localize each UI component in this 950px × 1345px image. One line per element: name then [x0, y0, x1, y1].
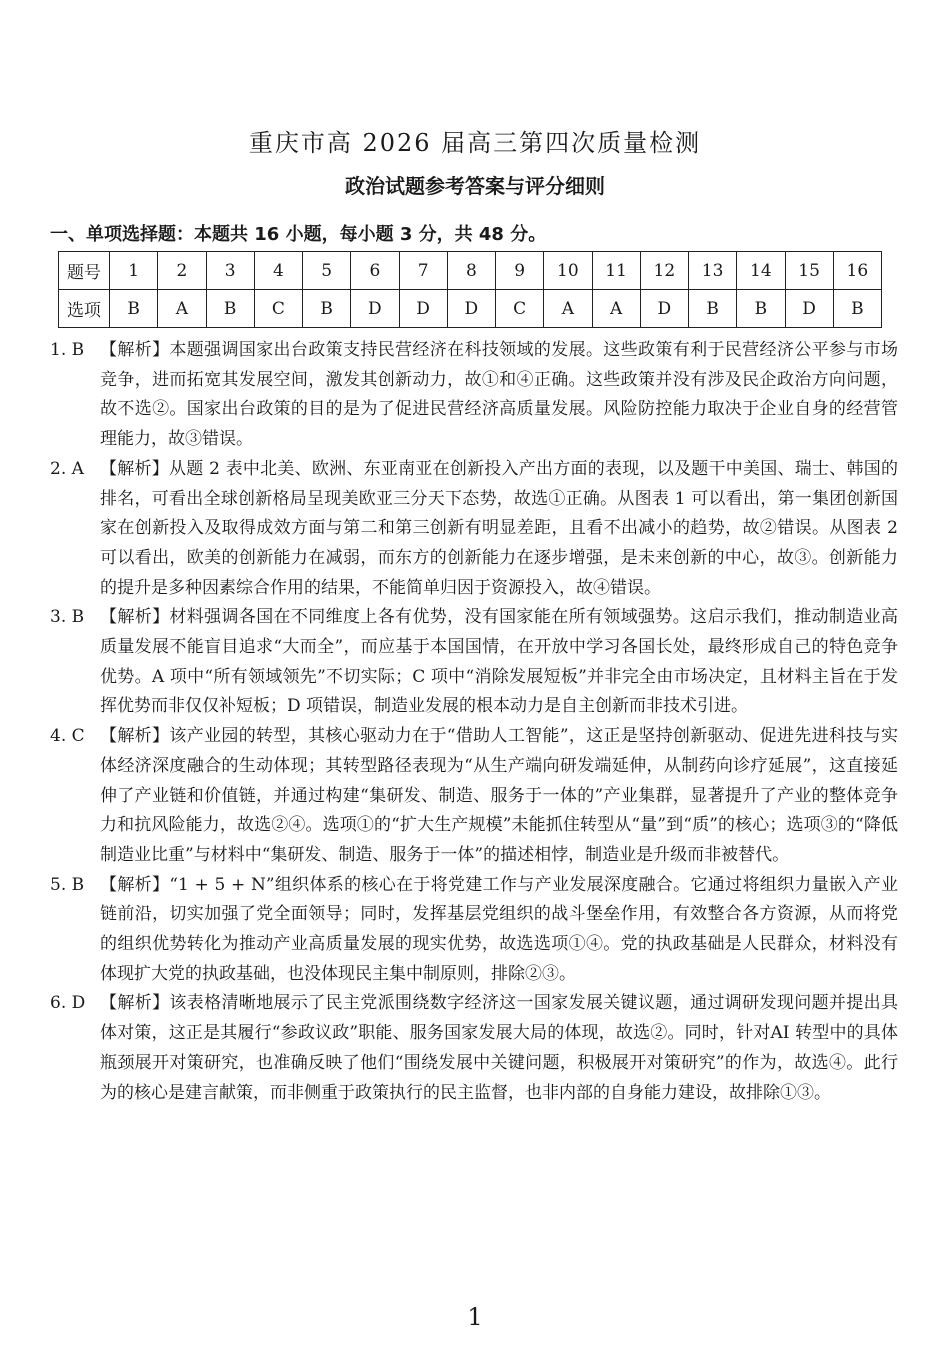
- explanation-label: 4. C: [50, 726, 85, 747]
- answer-choice-cell: D: [351, 290, 399, 328]
- explanation-text: 【解析】从题 2 表中北美、欧洲、东亚南亚在创新投入产出方面的表现，以及题干中美国、瑞士、韩国的排名，可看出全球创新格局呈现美欧亚三分天下态势，故选①正确。从图表 1 可以看出，第一集团创新国家在创新投入及取得成效方面与第二和第三创新有明显差距，且看不出减小的趋势，故②错误。从图表 2 可以看出，欧美的创新能力在减弱，而东方的创新能力在逐步增强，是未来创新的中心，故③。创新能力的提升是多种因素综合作用的结果，不能简单归因于资源投入，故④错误。: [100, 458, 898, 598]
- answer-choice-cell: B: [303, 290, 351, 328]
- explanation-label: 2. A: [50, 458, 84, 479]
- question-number-cell: 8: [447, 252, 495, 290]
- answer-choice-cell: A: [592, 290, 640, 328]
- explanation-text: 【解析】该表格清晰地展示了民主党派围绕数字经济这一国家发展关键议题，通过调研发现问题并提出具体对策，这正是其履行“参政议政”职能、服务国家发展大局的体现，故选②。同时，针对AI 转型中的具体瓶颈展开对策研究，也准确反映了他们“围绕发展中关键问题，积极展开对策研究”的作为，故选④。此行为的核心是建言献策，而非侧重于政策执行的民主监督，也非内部的自身能力建设，故排除①③。: [100, 993, 898, 1103]
- explanation-item: [50, 455, 898, 604]
- answer-choice-cell: A: [544, 290, 592, 328]
- answer-table: [58, 251, 882, 328]
- answer-choice-cell: B: [689, 290, 737, 328]
- explanation-item: [50, 989, 898, 1108]
- answer-choice-cell: B: [206, 290, 254, 328]
- question-number-cell: 14: [737, 252, 785, 290]
- answer-choice-cell: C: [496, 290, 544, 328]
- exam-title: 重庆市高 2026 届高三第四次质量检测: [248, 129, 702, 157]
- explanations-list: [50, 336, 898, 1108]
- explanation-text: 【解析】“1 + 5 + N”组织体系的核心在于将党建工作与产业发展深度融合。它通过将组织力量嵌入产业链前沿，切实加强了党全面领导；同时，发挥基层党组织的战斗堡垒作用，有效整合各方资源，从而将党的组织优势转化为推动产业高质量发展的现实优势，故选选项①④。党的执政基础是人民群众，材料没有体现扩大党的执政基础，也没体现民主集中制原则，排除②③。: [100, 874, 898, 984]
- answer-choice-cell: A: [158, 290, 206, 328]
- question-number-cell: 9: [496, 252, 544, 290]
- answer-key-subtitle: 政治试题参考答案与评分细则: [345, 174, 605, 198]
- explanation-label: 3. B: [50, 607, 85, 628]
- question-number-cell: 5: [303, 252, 351, 290]
- answer-table-number-row: [59, 252, 882, 290]
- question-number-cell: 6: [351, 252, 399, 290]
- explanation-label: 6. D: [50, 993, 86, 1014]
- explanation-text: 【解析】该产业园的转型，其核心驱动力在于“借助人工智能”，这正是坚持创新驱动、促进先进科技与实体经济深度融合的生动体现；其转型路径表现为“从生产端向研发端延伸，从制药向诊疗延展”，这直接延伸了产业链和价值链，并通过构建“集研发、制造、服务于一体的”产业集群，显著提升了产业的整体竞争力和抗风险能力，故选②④。选项①的“扩大生产规模”未能抓住转型从“量”到“质”的核心；选项③的“降低制造业比重”与材料中“集研发、制造、服务于一体”的描述相悖，制造业是升级而非被替代。: [100, 726, 898, 865]
- explanation-label: 1. B: [50, 340, 85, 360]
- answer-table-choice-row: [59, 290, 882, 328]
- question-number-cell: 7: [399, 252, 447, 290]
- explanation-item: [50, 336, 898, 455]
- question-number-cell: 10: [544, 252, 592, 290]
- question-number-cell: 3: [206, 252, 254, 290]
- answer-choice-cell: C: [254, 290, 302, 328]
- answer-choice-cell: B: [737, 290, 785, 328]
- page-number: 1: [467, 1303, 483, 1331]
- question-number-cell: 1: [110, 252, 158, 290]
- answer-choice-cell: B: [833, 290, 881, 328]
- answer-choice-cell: D: [447, 290, 495, 328]
- explanation-label: 5. B: [50, 874, 85, 895]
- answer-choice-cell: D: [399, 290, 447, 328]
- question-number-cell: 13: [689, 252, 737, 290]
- section-heading-multiple-choice: 一、单项选择题：本题共 16 小题，每小题 3 分，共 48 分。: [50, 224, 547, 245]
- question-number-cell: 11: [592, 252, 640, 290]
- question-number-cell: 15: [785, 252, 833, 290]
- answer-choice-cell: D: [640, 290, 688, 328]
- explanation-text: 【解析】本题强调国家出台政策支持民营经济在科技领域的发展。这些政策有利于民营经济公平参与市场竞争，进而拓宽其发展空间，激发其创新动力，故①和④正确。这些政策并没有涉及民企政治方向问题，故不选②。国家出台政策的目的是为了促进民营经济高质量发展。风险防控能力取决于企业自身的经营管理能力，故③错误。: [100, 340, 898, 450]
- explanation-item: [50, 871, 898, 990]
- row-label-question-number: 题号: [59, 252, 110, 290]
- row-label-choice: 选项: [59, 290, 110, 328]
- question-number-cell: 16: [833, 252, 881, 290]
- answer-choice-cell: D: [785, 290, 833, 328]
- explanation-item: [50, 722, 898, 871]
- question-number-cell: 4: [254, 252, 302, 290]
- explanation-text: 【解析】材料强调各国在不同维度上各有优势，没有国家能在所有领域强势。这启示我们，推动制造业高质量发展不能盲目追求“大而全”，而应基于本国国情，在开放中学习各国长处，最终形成自己的特色竞争优势。A 项中“所有领域领先”不切实际；C 项中“消除发展短板”并非完全由市场决定，且材料主旨在于发挥优势而非仅仅补短板；D 项错误，制造业发展的根本动力是自主创新而非技术引进。: [100, 607, 898, 717]
- answer-choice-cell: B: [110, 290, 158, 328]
- question-number-cell: 12: [640, 252, 688, 290]
- explanation-item: [50, 603, 898, 722]
- question-number-cell: 2: [158, 252, 206, 290]
